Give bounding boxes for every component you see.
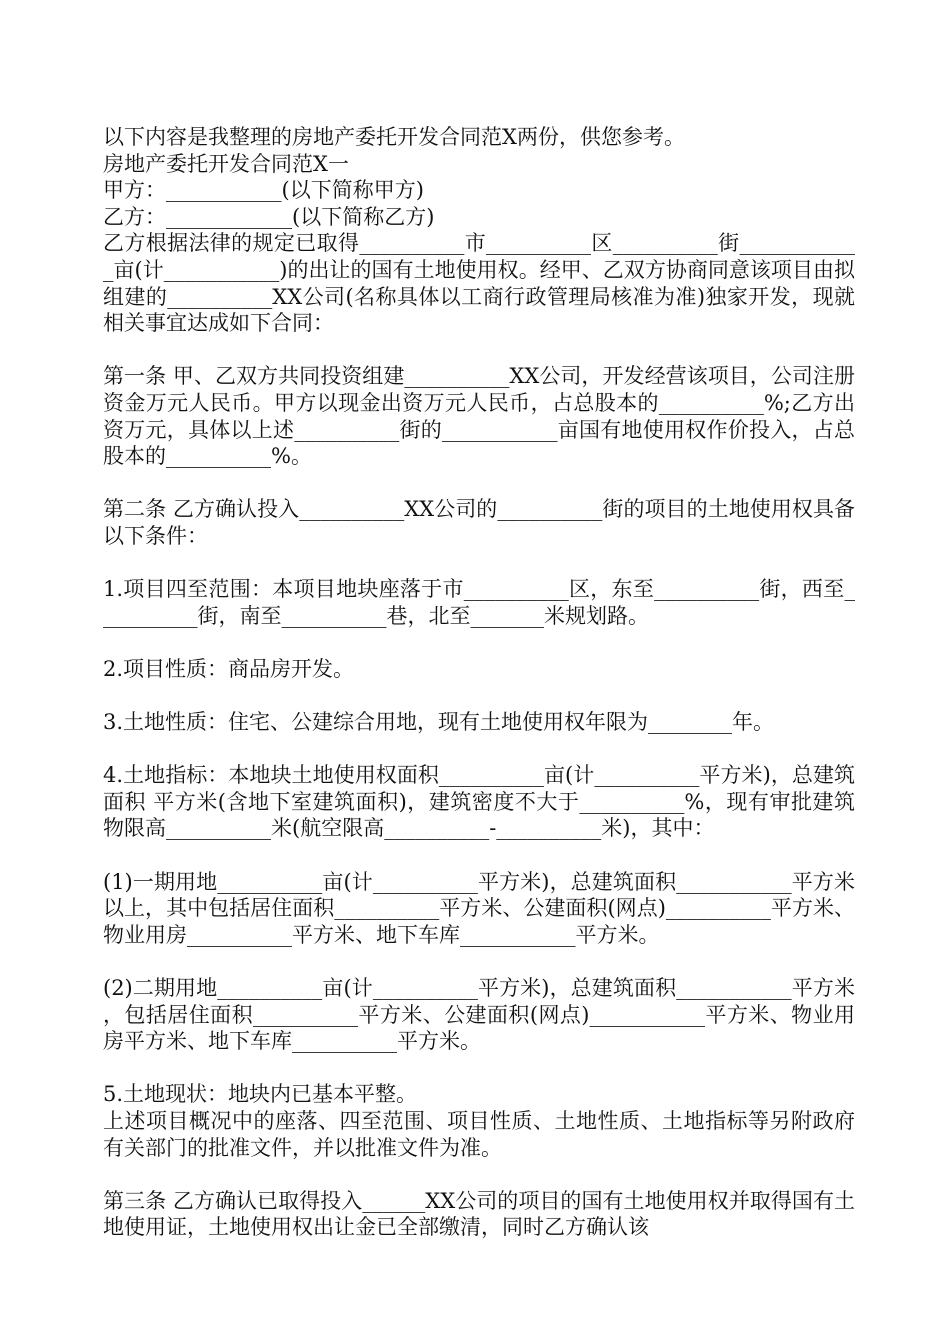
approval-note: 上述项目概况中的座落、四至范围、项目性质、土地性质、土地指标等另附政府有关部门的批准文件，并以批准文件为准。 xyxy=(103,1108,855,1160)
item-1-boundaries: 1.项目四至范围：本项目地块座落于市__________区，东至__________街，西至__________街，南至__________巷，北至_______米规划路。 xyxy=(103,577,855,628)
intro-line: 以下内容是我整理的房地产委托开发合同范X两份，供您参考。 xyxy=(103,125,685,149)
paragraph-gap xyxy=(103,629,855,656)
article-1: 第一条 甲、乙双方共同投资组建__________XX公司，开发经营该项目，公司注册资金万元人民币。甲方以现金出资万元人民币，占总股本的__________%;乙方出资万元，具体以上述__________街的___________亩国有地使用权作价投入，占总股本的__________%。 xyxy=(103,364,855,469)
phase-2-land: (2)二期用地__________亩(计__________平方米)，总建筑面积___________平方米，包括居住面积__________平方米、公建面积(网点)___________平方米、物业用房平方米、地下车库__________平方米。 xyxy=(103,976,855,1054)
paragraph-gap xyxy=(103,550,855,577)
paragraph-gap xyxy=(103,842,855,869)
party-a-line: 甲方：___________(以下简称甲方) xyxy=(103,178,424,203)
item-5-status: 5.土地现状：地块内已基本平整。 xyxy=(103,1082,418,1107)
paragraph-gap xyxy=(103,1161,855,1188)
paragraph-gap xyxy=(103,337,855,364)
article-3: 第三条 乙方确认已取得投入______XX公司的项目的国有土地使用权并取得国有土地使用证，土地使用权出让金已全部缴清，同时乙方确认该 xyxy=(103,1188,855,1240)
item-2-nature: 2.项目性质：商品房开发。 xyxy=(103,656,355,681)
paragraph-gap xyxy=(103,470,855,497)
article-2: 第二条 乙方确认投入__________XX公司的__________街的项目的土地使用权具备以下条件： xyxy=(103,497,855,548)
preamble-paragraph: 乙方根据法律的规定已取得__________市__________区__________街____________亩(计___________)的出让的国有土地使用权。经甲、乙双方协商同意该项目由拟组建的__________XX公司(名称具体以工商行政管理局核准为准)独家开发，现就相关事宜达成如下合同： xyxy=(103,231,855,336)
contract-title: 房地产委托开发合同范X一 xyxy=(103,151,349,176)
item-4-indicators: 4.土地指标：本地块土地使用权面积__________亩(计__________平方米)，总建筑面积 平方米(含地下室建筑面积)，建筑密度不大于__________%，现有审批建筑物限高__________米(航空限高__________-__________米)，其中： xyxy=(103,763,855,841)
phase-1-land: (1)一期用地__________亩(计__________平方米)，总建筑面积___________平方米以上，其中包括居住面积__________平方米、公建面积(网点)__________平方米、物业用房__________平方米、地下车库___________平方米。 xyxy=(103,869,855,947)
paragraph-gap xyxy=(103,1055,855,1082)
paragraph-gap xyxy=(103,948,855,975)
paragraph-gap xyxy=(103,736,855,763)
paragraph-gap xyxy=(103,682,855,709)
contract-text xyxy=(103,124,855,1241)
item-3-land-type: 3.土地性质：住宅、公建综合用地，现有土地使用权年限为________年。 xyxy=(103,710,775,735)
party-b-line: 乙方：____________(以下简称乙方) xyxy=(103,204,435,229)
